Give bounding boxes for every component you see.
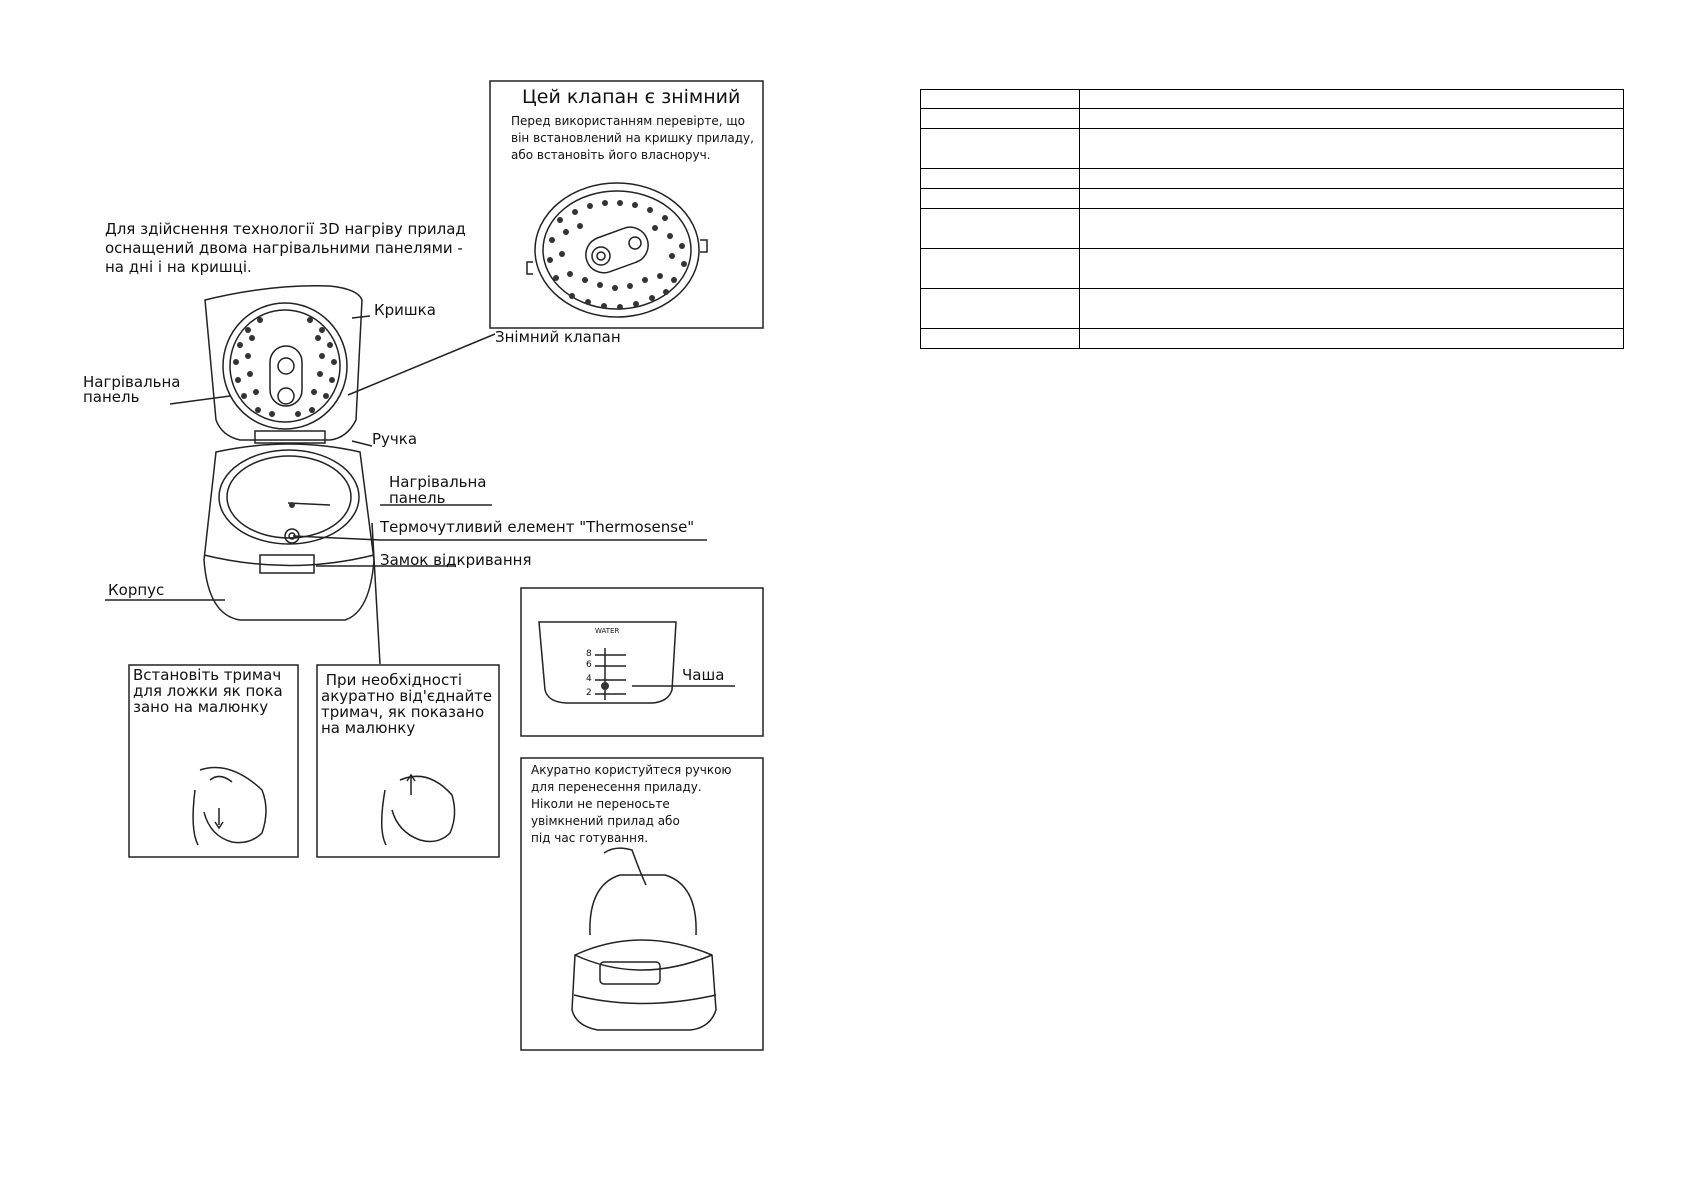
spec-table xyxy=(920,89,1624,349)
bowl-mark-4: 4 xyxy=(586,674,592,684)
spoon-install-line-1: Встановіть тримач xyxy=(133,666,282,684)
label-heating-panel-bottom-2: панель xyxy=(389,489,446,507)
label-heating-panel-top-2: панель xyxy=(83,388,140,406)
label-heating-panel-bottom-1: Нагрівальна xyxy=(389,473,487,491)
valve-box-title: Цей клапан є знімний xyxy=(522,86,741,108)
valve-disc xyxy=(535,183,699,317)
spoon-remove-line-3: тримач, як показано xyxy=(321,703,485,721)
table-row xyxy=(921,249,1624,289)
valve-box-text: Перед використанням перевірте, що він встановлений на кришку приладу, або встановіть його власноруч. xyxy=(511,114,754,162)
carry-line-1: Акуратно користуйтеся ручкою xyxy=(531,763,732,777)
bowl-box-frame xyxy=(521,588,763,736)
table-row xyxy=(921,189,1624,209)
label-thermosense: Термочутливий елемент "Thermosense" xyxy=(380,518,695,536)
bowl-scale-header: WATER xyxy=(595,627,620,635)
table-row xyxy=(921,289,1624,329)
label-heating-panel-top-1: Нагрівальна xyxy=(83,373,181,391)
spoon-install-line-2: для ложки як пока xyxy=(133,682,283,700)
label-lock: Замок відкривання xyxy=(380,551,532,569)
table-row xyxy=(921,129,1624,169)
label-body: Корпус xyxy=(108,581,165,599)
bowl-mark-2: 2 xyxy=(586,688,592,698)
table-row xyxy=(921,329,1624,349)
cooker-body xyxy=(204,444,374,620)
cooker-lid xyxy=(205,286,362,440)
table-row xyxy=(921,169,1624,189)
spoon-install-line-3: зано на малюнку xyxy=(133,698,269,716)
carry-line-2: для перенесення приладу. xyxy=(531,780,702,794)
bowl-mark-6: 6 xyxy=(586,660,592,670)
label-handle: Ручка xyxy=(372,430,418,448)
label-lid: Кришка xyxy=(374,301,436,319)
table-row xyxy=(921,90,1624,109)
table-row xyxy=(921,209,1624,249)
label-bowl: Чаша xyxy=(682,666,725,684)
carry-line-4: увімкнений прилад або xyxy=(531,814,680,828)
spoon-remove-line-1: При необхідності xyxy=(321,671,463,689)
carry-line-5: під час готування. xyxy=(531,831,649,845)
intro-text: Для здійснення технології 3D нагріву прилад оснащений двома нагрівальними панелями - на дні і на кришці. xyxy=(105,220,466,276)
table-row xyxy=(921,109,1624,129)
bowl-mark-8: 8 xyxy=(586,649,592,659)
label-removable-valve: Знімний клапан xyxy=(495,328,621,346)
lid-heating-plate xyxy=(223,303,347,429)
spoon-remove-line-4: на малюнку xyxy=(321,719,416,737)
spoon-remove-line-2: акуратно від'єднайте xyxy=(321,687,493,705)
carry-line-3: Ніколи не переносьте xyxy=(531,797,670,811)
